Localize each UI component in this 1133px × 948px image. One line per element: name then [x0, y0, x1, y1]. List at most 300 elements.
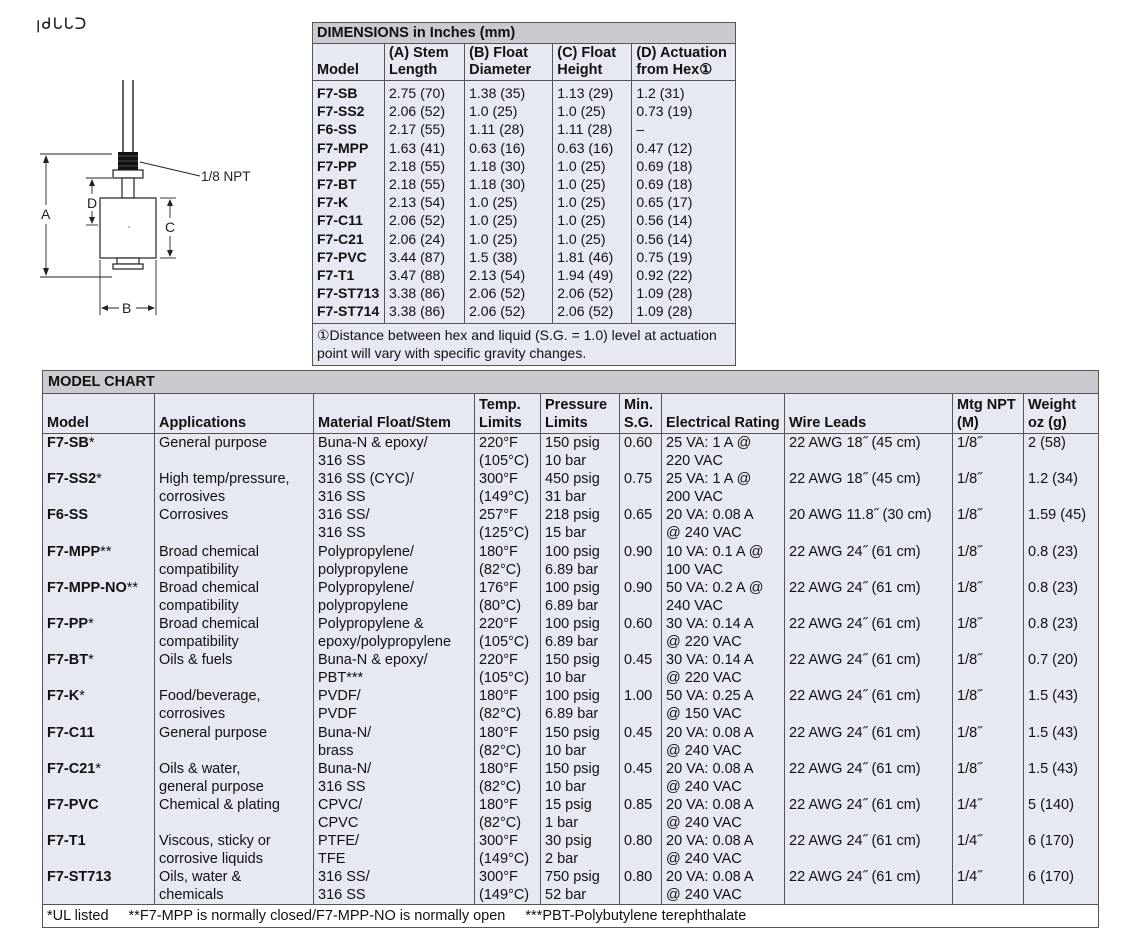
- pressure-limit-cell: [541, 434, 620, 471]
- wire-leads-cell: 22 AWG 24˝ (61 cm): [785, 760, 953, 796]
- temp-limit-cell: [475, 543, 541, 579]
- listing-mark: *: [88, 615, 94, 632]
- model-cell: [43, 796, 155, 832]
- retaining-clip: [117, 258, 139, 264]
- material-cell-line: 316 SS/: [318, 507, 370, 524]
- dimensions-value-cell: 1.0 (25): [553, 175, 632, 193]
- listing-mark: *: [88, 652, 94, 669]
- model-cell: [43, 615, 155, 651]
- dimensions-row: [313, 175, 736, 193]
- pressure-limit-cell-line: 100 psig: [545, 615, 600, 632]
- footnote-mpp: **F7-MPP is normally closed/F7-MPP-NO is normally open: [128, 908, 506, 925]
- wire-leads-cell: 22 AWG 24˝ (61 cm): [785, 687, 953, 723]
- dimension-c-label: C: [165, 219, 176, 235]
- pressure-limit-cell: [541, 543, 620, 579]
- model-chart-header: Material Float/Stem: [314, 394, 475, 434]
- temp-limit-cell-line: (149°C): [479, 887, 530, 904]
- pressure-limit-cell-line: 150 psig: [545, 724, 600, 741]
- pressure-limit-cell-line: 10 bar: [545, 453, 587, 470]
- temp-limit-cell-line: (82°C): [479, 561, 522, 578]
- electrical-rating-cell-line: 20 VA: 0.08 A: [666, 869, 754, 886]
- temp-limit-cell: [475, 651, 541, 687]
- electrical-rating-cell-line: 30 VA: 0.14 A: [666, 652, 754, 669]
- material-cell-line: 316 SS: [318, 525, 366, 542]
- electrical-rating-cell-line: 220 VAC: [666, 453, 723, 470]
- pressure-limit-cell: [541, 687, 620, 723]
- dimensions-value-cell: 2.13 (54): [384, 193, 464, 211]
- model-name: F7-T1: [47, 833, 86, 850]
- dimensions-value-cell: 2.17 (55): [384, 120, 464, 138]
- model-chart-row: [43, 868, 1099, 905]
- temp-limit-cell: [475, 796, 541, 832]
- pressure-limit-cell-line: 100 psig: [545, 579, 600, 596]
- electrical-rating-cell-line: @ 240 VAC: [666, 814, 742, 831]
- dimensions-value-cell: 1.0 (25): [465, 193, 553, 211]
- dimensions-model-cell: F7-T1: [313, 266, 385, 284]
- material-cell-line: Buna-N/: [318, 724, 372, 741]
- model-chart-row: [43, 832, 1099, 868]
- dimensions-title: DIMENSIONS in Inches (mm): [313, 23, 736, 44]
- model-name: F7-PVC: [47, 796, 99, 813]
- dimensions-model-cell: F7-PP: [313, 157, 385, 175]
- application-cell-line: Chemical & plating: [159, 796, 280, 813]
- temp-limit-cell-line: 300°F: [479, 833, 518, 850]
- dimensions-value-cell: 1.0 (25): [553, 230, 632, 248]
- weight-cell: 1.59 (45): [1028, 507, 1087, 524]
- temp-limit-cell: [475, 506, 541, 542]
- electrical-rating-cell-line: @ 150 VAC: [666, 706, 742, 723]
- wire-leads-cell: 22 AWG 24˝ (61 cm): [785, 651, 953, 687]
- dimensions-value-cell: 2.06 (52): [465, 302, 553, 323]
- model-cell: [43, 506, 155, 542]
- electrical-rating-cell-line: 25 VA: 1 A @: [666, 471, 752, 488]
- pressure-limit-cell: [541, 760, 620, 796]
- dimensions-value-cell: 1.13 (29): [553, 81, 632, 103]
- mtg-npt-cell: 1/8˝: [953, 470, 1024, 506]
- model-name: F7-ST713: [47, 869, 112, 886]
- corner-text: ꞁᑯᒐᒐᑐ: [36, 16, 88, 33]
- material-cell-line: 316 SS (CYC)/: [318, 471, 414, 488]
- dimensions-value-cell: 1.18 (30): [465, 175, 553, 193]
- application-cell: [155, 470, 314, 506]
- temp-limit-cell-line: (82°C): [479, 706, 522, 723]
- stem: [122, 178, 134, 198]
- wire-leads-cell: 22 AWG 24˝ (61 cm): [785, 832, 953, 868]
- temp-limit-cell-line: (82°C): [479, 778, 522, 795]
- temp-limit-cell-line: 180°F: [479, 724, 518, 741]
- material-cell-line: CPVC: [318, 814, 359, 831]
- dimensions-value-cell: 0.65 (17): [636, 194, 693, 211]
- material-cell-line: PBT***: [318, 670, 364, 687]
- dimensions-value-cell: 3.38 (86): [384, 284, 464, 302]
- material-cell-line: PVDF: [318, 706, 357, 723]
- dimensions-value-cell: 1.11 (28): [553, 120, 632, 138]
- electrical-rating-cell: [662, 506, 785, 542]
- pressure-limit-cell: [541, 796, 620, 832]
- material-cell-line: 316 SS: [318, 778, 366, 795]
- electrical-rating-cell: [662, 796, 785, 832]
- listing-mark: **: [100, 543, 112, 560]
- application-cell-line: Viscous, sticky or: [159, 833, 271, 850]
- model-cell: [43, 724, 155, 760]
- mtg-npt-cell: 1/8˝: [953, 434, 1024, 471]
- model-chart-row: [43, 434, 1099, 471]
- material-cell-line: 316 SS: [318, 887, 366, 904]
- model-cell: [43, 470, 155, 506]
- material-cell: [314, 868, 475, 905]
- material-cell-line: polypropylene: [318, 597, 409, 614]
- electrical-rating-cell-line: 50 VA: 0.25 A: [666, 688, 754, 705]
- pressure-limit-cell-line: 450 psig: [545, 471, 600, 488]
- temp-limit-cell-line: (149°C): [479, 851, 530, 868]
- model-cell: [43, 687, 155, 723]
- mtg-npt-cell: 1/8˝: [953, 543, 1024, 579]
- temp-limit-cell-line: 176°F: [479, 579, 518, 596]
- pressure-limit-cell: [541, 506, 620, 542]
- dimensions-value-cell: 0.63 (16): [465, 139, 553, 157]
- material-cell-line: 316 SS: [318, 489, 366, 506]
- dimensions-model-cell: F7-C11: [313, 211, 385, 229]
- model-chart-header: Wire Leads: [785, 394, 953, 434]
- model-chart-row: [43, 724, 1099, 760]
- dimension-b-label: B: [122, 300, 132, 316]
- model-cell: [43, 651, 155, 687]
- temp-limit-cell: [475, 579, 541, 615]
- mtg-npt-cell: 1/4˝: [953, 832, 1024, 868]
- electrical-rating-cell: [662, 470, 785, 506]
- dimensions-row: [313, 302, 736, 323]
- material-cell-line: epoxy/polypropylene: [318, 634, 452, 651]
- electrical-rating-cell: [662, 543, 785, 579]
- model-chart-header: Applications: [155, 394, 314, 434]
- model-name: F6-SS: [47, 507, 89, 524]
- electrical-rating-cell-line: 240 VAC: [666, 597, 723, 614]
- application-cell: [155, 434, 314, 471]
- dimension-d-label: D: [87, 195, 98, 211]
- temp-limit-cell: [475, 832, 541, 868]
- mtg-npt-cell: 1/4˝: [953, 796, 1024, 832]
- mtg-npt-cell: 1/8˝: [953, 651, 1024, 687]
- dimensions-model-cell: F7-SS2: [313, 102, 385, 120]
- pressure-limit-cell-line: 100 psig: [545, 688, 600, 705]
- dimensions-value-cell: 1.0 (25): [553, 102, 632, 120]
- temp-limit-cell-line: 300°F: [479, 471, 518, 488]
- electrical-rating-cell-line: @ 240 VAC: [666, 851, 742, 868]
- listing-mark: **: [126, 579, 139, 596]
- pressure-limit-cell-line: 1 bar: [545, 814, 579, 831]
- dimensions-value-cell: 1.94 (49): [553, 266, 632, 284]
- application-cell: [155, 868, 314, 905]
- application-cell: [155, 615, 314, 651]
- model-name: F7-C21: [47, 760, 96, 777]
- material-cell: [314, 579, 475, 615]
- material-cell-line: Polypropylene/: [318, 543, 414, 560]
- dimensions-value-cell: 3.44 (87): [384, 248, 464, 266]
- temp-limit-cell-line: (105°C): [479, 453, 530, 470]
- material-cell-line: 316 SS/: [318, 869, 370, 886]
- application-cell: [155, 760, 314, 796]
- mtg-npt-cell: 1/8˝: [953, 724, 1024, 760]
- wire-leads-cell: 22 AWG 24˝ (61 cm): [785, 579, 953, 615]
- electrical-rating-cell-line: @ 240 VAC: [666, 742, 742, 759]
- material-cell: [314, 470, 475, 506]
- weight-cell: 1.5 (43): [1028, 760, 1078, 777]
- pressure-limit-cell-line: 10 bar: [545, 742, 587, 759]
- application-cell: [155, 796, 314, 832]
- electrical-rating-cell: [662, 687, 785, 723]
- temp-limit-cell: [475, 434, 541, 471]
- mtg-npt-cell: 1/8˝: [953, 506, 1024, 542]
- pressure-limit-cell-line: 150 psig: [545, 652, 600, 669]
- weight-cell: 5 (140): [1028, 796, 1074, 813]
- min-sg-cell: 0.60: [620, 615, 662, 651]
- dimensions-value-cell: 2.06 (52): [553, 284, 632, 302]
- application-cell-line: General purpose: [159, 435, 268, 451]
- model-cell: [43, 832, 155, 868]
- weight-cell: 0.8 (23): [1028, 579, 1078, 596]
- electrical-rating-cell-line: 20 VA: 0.08 A: [666, 796, 754, 813]
- footnote-ul: *UL listed: [47, 908, 109, 925]
- model-chart-header: Weight oz (g): [1024, 394, 1099, 434]
- electrical-rating-cell-line: 20 VA: 0.08 A: [666, 833, 754, 850]
- model-chart-row: [43, 506, 1099, 542]
- mtg-npt-cell: 1/8˝: [953, 615, 1024, 651]
- pressure-limit-cell-line: 52 bar: [545, 887, 587, 904]
- min-sg-cell: 0.65: [620, 506, 662, 542]
- weight-cell: 0.8 (23): [1028, 543, 1078, 560]
- wire-leads-cell: 22 AWG 24˝ (61 cm): [785, 543, 953, 579]
- model-name: F7-PP: [47, 615, 89, 632]
- application-cell-line: Oils & water,: [159, 760, 241, 777]
- application-cell-line: Oils & fuels: [159, 652, 233, 669]
- footnote-pbt: ***PBT-Polybutylene terephthalate: [525, 908, 747, 925]
- material-cell: [314, 832, 475, 868]
- pressure-limit-cell-line: 15 bar: [545, 525, 587, 542]
- dimensions-value-cell: 1.0 (25): [553, 211, 632, 229]
- wire-leads-cell: 22 AWG 24˝ (61 cm): [785, 868, 953, 905]
- listing-mark: *: [96, 471, 102, 488]
- electrical-rating-cell: [662, 832, 785, 868]
- model-cell: [43, 760, 155, 796]
- temp-limit-cell-line: (80°C): [479, 597, 522, 614]
- application-cell-line: chemicals: [159, 887, 224, 904]
- material-cell: [314, 687, 475, 723]
- application-cell-line: Food/beverage,: [159, 688, 261, 705]
- material-cell-line: PVDF/: [318, 688, 361, 705]
- material-cell: [314, 796, 475, 832]
- material-cell-line: Buna-N & epoxy/: [318, 435, 428, 451]
- application-cell: [155, 651, 314, 687]
- mtg-npt-cell: 1/4˝: [953, 868, 1024, 905]
- electrical-rating-cell: [662, 651, 785, 687]
- dimensions-row: [313, 266, 736, 284]
- dimensions-row: [313, 193, 736, 211]
- dimensions-row: [313, 120, 736, 138]
- application-cell: [155, 687, 314, 723]
- electrical-rating-cell-line: 200 VAC: [666, 489, 723, 506]
- pressure-limit-cell: [541, 832, 620, 868]
- pressure-limit-cell-line: 6.89 bar: [545, 706, 599, 723]
- min-sg-cell: 0.90: [620, 543, 662, 579]
- model-name: F7-BT: [47, 652, 89, 669]
- temp-limit-cell-line: 257°F: [479, 507, 518, 524]
- pressure-limit-cell-line: 10 bar: [545, 670, 587, 687]
- model-chart-row: [43, 651, 1099, 687]
- model-cell: [43, 543, 155, 579]
- listing-mark: *: [79, 688, 85, 705]
- dimensions-value-cell: 0.69 (18): [636, 176, 693, 193]
- min-sg-cell: 0.80: [620, 832, 662, 868]
- model-cell: [43, 868, 155, 905]
- dimensions-value-cell: 0.56 (14): [636, 212, 693, 229]
- application-cell-line: corrosive liquids: [159, 851, 263, 868]
- application-cell-line: General purpose: [159, 724, 268, 741]
- dimensions-value-cell: 0.56 (14): [636, 230, 693, 247]
- pressure-limit-cell: [541, 470, 620, 506]
- dimensions-value-cell: 1.11 (28): [465, 120, 553, 138]
- material-cell: [314, 724, 475, 760]
- model-chart-row: [43, 796, 1099, 832]
- application-cell-line: Broad chemical: [159, 615, 259, 632]
- wire-leads-cell: 22 AWG 18˝ (45 cm): [785, 470, 953, 506]
- weight-cell: 1.2 (34): [1028, 471, 1078, 488]
- material-cell-line: Buna-N & epoxy/: [318, 652, 428, 669]
- min-sg-cell: 0.60: [620, 434, 662, 471]
- electrical-rating-cell: [662, 868, 785, 905]
- weight-cell: 0.8 (23): [1028, 615, 1078, 632]
- dimensions-row: [313, 248, 736, 266]
- dimensions-value-cell: 2.06 (52): [384, 211, 464, 229]
- dimensions-value-cell: 0.47 (12): [636, 139, 693, 156]
- dimensions-header: (A) Stem Length: [384, 44, 464, 81]
- min-sg-cell: 0.45: [620, 651, 662, 687]
- dimensions-value-cell: –: [636, 121, 645, 138]
- model-chart-header: Min. S.G.: [620, 394, 662, 434]
- dimensions-value-cell: 1.0 (25): [553, 193, 632, 211]
- model-name: F7-SS2: [47, 471, 97, 488]
- dimensions-value-cell: 2.13 (54): [465, 266, 553, 284]
- model-chart-row: [43, 543, 1099, 579]
- mtg-npt-cell: 1/8˝: [953, 579, 1024, 615]
- material-cell-line: Polypropylene/: [318, 579, 414, 596]
- wire-leads-cell: 22 AWG 24˝ (61 cm): [785, 796, 953, 832]
- material-cell-line: PTFE/: [318, 833, 360, 850]
- dimensions-model-cell: F7-K: [313, 193, 385, 211]
- weight-cell: 0.7 (20): [1028, 652, 1078, 669]
- model-chart-row: [43, 470, 1099, 506]
- model-name: F7-MPP-NO: [47, 579, 127, 596]
- model-chart-header: Pressure Limits: [541, 394, 620, 434]
- material-cell-line: TFE: [318, 851, 346, 868]
- dimensions-model-cell: F7-C21: [313, 230, 385, 248]
- electrical-rating-cell-line: 100 VAC: [666, 561, 723, 578]
- pressure-limit-cell: [541, 868, 620, 905]
- temp-limit-cell: [475, 615, 541, 651]
- electrical-rating-cell-line: @ 240 VAC: [666, 887, 742, 904]
- electrical-rating-cell-line: 20 VA: 0.08 A: [666, 507, 754, 524]
- electrical-rating-cell-line: 50 VA: 0.2 A @: [666, 579, 764, 596]
- electrical-rating-cell-line: @ 220 VAC: [666, 634, 742, 651]
- dimensions-value-cell: 2.18 (55): [384, 157, 464, 175]
- wire-leads-cell: 22 AWG 18˝ (45 cm): [785, 434, 953, 471]
- dimensions-header: (D) Actuation from Hex①: [632, 44, 736, 81]
- model-chart-row: [43, 687, 1099, 723]
- application-cell: [155, 724, 314, 760]
- dimensions-value-cell: 0.63 (16): [553, 139, 632, 157]
- dimensions-value-cell: 1.38 (35): [465, 81, 553, 103]
- temp-limit-cell: [475, 760, 541, 796]
- material-cell: [314, 543, 475, 579]
- weight-cell: 6 (170): [1028, 833, 1074, 850]
- application-cell-line: Oils, water &: [159, 869, 242, 886]
- dimensions-value-cell: 0.92 (22): [636, 267, 693, 284]
- pressure-limit-cell: [541, 615, 620, 651]
- material-cell-line: Polypropylene &: [318, 615, 424, 632]
- temp-limit-cell-line: 300°F: [479, 869, 518, 886]
- model-chart-title: MODEL CHART: [43, 371, 1099, 394]
- dimensions-value-cell: 1.63 (41): [384, 139, 464, 157]
- temp-limit-cell-line: (105°C): [479, 634, 530, 651]
- application-cell-line: High temp/pressure,: [159, 471, 290, 488]
- electrical-rating-cell-line: @ 220 VAC: [666, 670, 742, 687]
- application-cell-line: compatibility: [159, 597, 239, 614]
- temp-limit-cell-line: 220°F: [479, 652, 518, 669]
- model-chart-row: [43, 615, 1099, 651]
- weight-cell: 6 (170): [1028, 869, 1074, 886]
- min-sg-cell: 0.85: [620, 796, 662, 832]
- material-cell-line: polypropylene: [318, 561, 409, 578]
- electrical-rating-cell: [662, 434, 785, 471]
- pressure-limit-cell: [541, 579, 620, 615]
- temp-limit-cell-line: 220°F: [479, 435, 518, 451]
- temp-limit-cell-line: 180°F: [479, 688, 518, 705]
- material-cell-line: 316 SS: [318, 453, 366, 470]
- pressure-limit-cell-line: 31 bar: [545, 489, 587, 506]
- float-switch-drawing: [30, 70, 270, 320]
- dimensions-value-cell: 3.47 (88): [384, 266, 464, 284]
- pressure-limit-cell-line: 150 psig: [545, 760, 600, 777]
- min-sg-cell: 0.45: [620, 760, 662, 796]
- dimensions-value-cell: 0.75 (19): [636, 248, 693, 265]
- dimension-a-label: A: [41, 206, 51, 222]
- listing-mark: *: [88, 435, 95, 451]
- temp-limit-cell-line: (149°C): [479, 489, 530, 506]
- pressure-limit-cell-line: 6.89 bar: [545, 634, 599, 651]
- application-cell-line: Corrosives: [159, 507, 229, 524]
- dimensions-value-cell: 1.09 (28): [636, 303, 693, 320]
- temp-limit-cell-line: (125°C): [479, 525, 530, 542]
- model-chart-table: [42, 370, 1099, 928]
- dimensions-value-cell: 3.38 (86): [384, 302, 464, 323]
- dimensions-value-cell: 1.81 (46): [553, 248, 632, 266]
- temp-limit-cell-line: (82°C): [479, 814, 522, 831]
- dimensions-table: [312, 22, 736, 366]
- min-sg-cell: 0.45: [620, 724, 662, 760]
- dimensions-row: [313, 211, 736, 229]
- min-sg-cell: 0.90: [620, 579, 662, 615]
- min-sg-cell: 0.80: [620, 868, 662, 905]
- electrical-rating-cell: [662, 579, 785, 615]
- model-name: F7-C11: [47, 724, 95, 741]
- application-cell-line: corrosives: [159, 706, 226, 723]
- model-cell: [43, 579, 155, 615]
- electrical-rating-cell-line: 20 VA: 0.08 A: [666, 724, 754, 741]
- pressure-limit-cell-line: 2 bar: [545, 851, 579, 868]
- pressure-limit-cell-line: 6.89 bar: [545, 561, 599, 578]
- application-cell-line: Broad chemical: [159, 543, 259, 560]
- model-name: F7-MPP: [47, 543, 101, 560]
- pressure-limit-cell-line: 150 psig: [545, 435, 600, 451]
